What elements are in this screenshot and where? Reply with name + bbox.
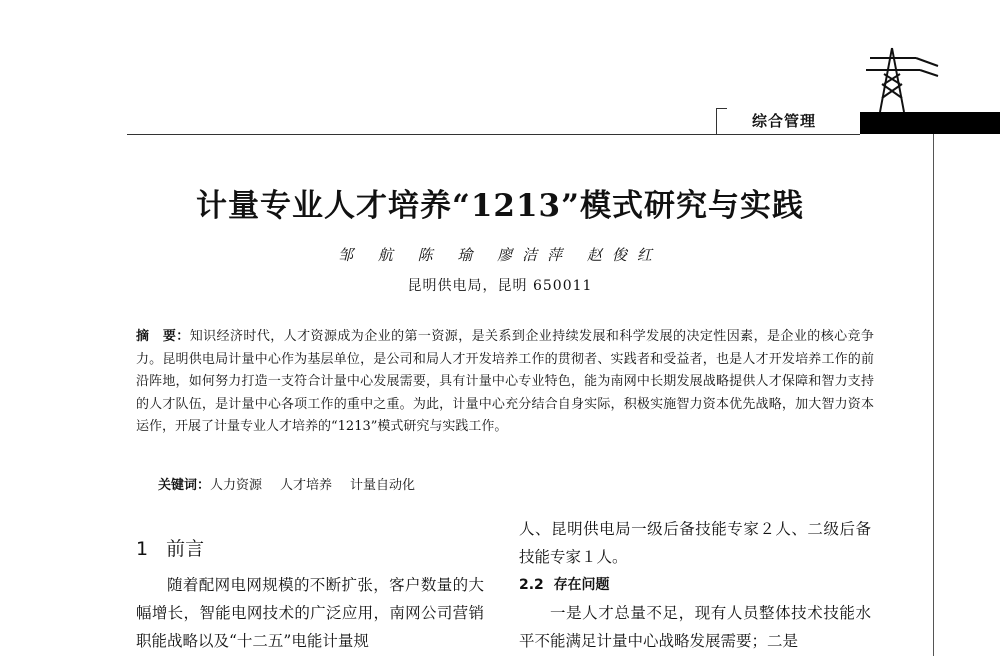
affiliation: 昆明供电局，昆明 650011 — [407, 278, 593, 294]
abstract-label: 摘 要： — [136, 329, 190, 344]
section-number: 1 — [136, 538, 149, 560]
subsection-title: 存在问题 — [553, 577, 610, 593]
body-paragraph: 随着配网电网规模的不断扩张，客户数量的大幅增长，智能电网技术的广泛应用，南网公司营销职能战略以及“十二五”电能计量规 — [136, 576, 484, 650]
header-rule — [127, 134, 860, 135]
keyword: 人才培养 — [280, 478, 333, 493]
section-tag: 综合管理 — [752, 112, 817, 130]
keyword: 计量自动化 — [350, 478, 416, 493]
header-bracket — [716, 108, 727, 135]
abstract-text: 知识经济时代，人才资源成为企业的第一资源，是关系到企业持续发展和科学发展的决定性因素，是企业的核心竞争力。昆明供电局计量中心作为基层单位，是公司和局人才开发培养工作的贯彻者、实践者和受益者，也是人才开发培养工作的前沿阵地，如何努力打造一支符合计量中心发展需要，具有计量中心专业特色，能为南网中长期发展战略提供人才保障和智力支持的人才队伍，是计量中心各项工作的重中之重。为此，计量中心充分结合自身实际，积极实施智力资本优先战略，加大智力资本运作，开展了计量专业人才培养的“1213”模式研究与实践工作。 — [136, 329, 874, 435]
paper-title: 计量专业人才培养“1213”模式研究与实践 — [196, 188, 804, 224]
right-column — [519, 515, 871, 655]
authors: 邹 航 陈 瑜 廖洁萍 赵俊红 — [338, 246, 662, 264]
keyword: 人力资源 — [210, 478, 263, 493]
subsection-heading — [519, 571, 871, 599]
body-paragraph-continued: 人、昆明供电局一级后备技能专家２人、二级后备技能专家１人。 — [519, 520, 871, 566]
body-paragraph: 一是人才总量不足，现有人员整体技术技能水平不能满足计量中心战略发展需要；二是 — [519, 604, 871, 650]
section-title: 前言 — [166, 538, 205, 560]
left-column — [136, 571, 484, 655]
abstract — [136, 326, 874, 439]
header-black-bar — [860, 112, 1000, 134]
keywords-label: 关键词： — [158, 478, 211, 493]
power-tower-icon — [860, 44, 940, 114]
section-heading — [136, 534, 204, 561]
subsection-number: 2.2 — [519, 577, 544, 593]
keywords — [158, 474, 433, 493]
